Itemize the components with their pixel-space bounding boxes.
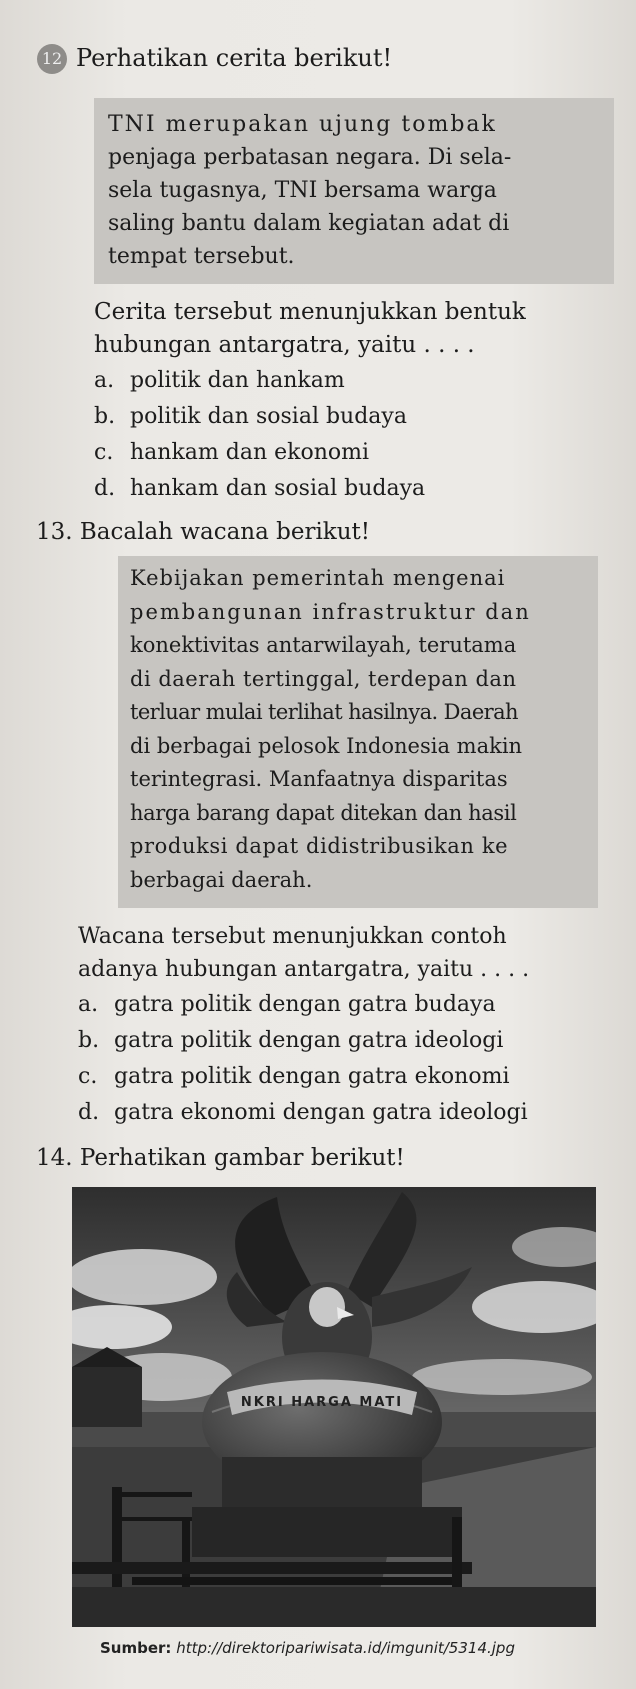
option-text: hankam dan sosial budaya: [130, 476, 426, 501]
stem-line: adanya hubungan antargatra, yaitu . . . .: [78, 957, 530, 982]
question-13-option-b[interactable]: [78, 1026, 503, 1056]
option-label: c.: [78, 1064, 98, 1089]
passage-line: harga barang dapat ditekan dan hasil: [130, 800, 517, 825]
source-url[interactable]: http://direktoripariwisata.id/imgunit/5314.jpg: [176, 1639, 515, 1657]
stem-line: hubungan antargatra, yaitu . . . .: [94, 332, 475, 358]
question-12-option-c[interactable]: [94, 438, 369, 468]
passage-line: saling bantu dalam kegiatan adat di: [108, 211, 510, 236]
passage-line: berbagai daerah.: [130, 867, 313, 892]
question-13-passage-box: [118, 556, 598, 908]
option-label: d.: [94, 476, 116, 501]
question-12-passage-box: [94, 98, 614, 284]
question-13-option-a[interactable]: [78, 990, 496, 1020]
question-14-header: 14. Perhatikan gambar berikut!: [36, 1145, 405, 1171]
passage-line: Kebijakan pemerintah mengenai: [130, 566, 506, 590]
question-13-stem: [78, 920, 529, 986]
option-label: a.: [78, 992, 99, 1017]
passage-line: di daerah tertinggal, terdepan dan: [130, 666, 517, 691]
passage-line: terluar mulai terlihat hasilnya. Daerah: [130, 700, 518, 724]
option-label: b.: [78, 1028, 100, 1053]
option-text: hankam dan ekonomi: [130, 440, 370, 465]
passage-line: konektivitas antarwilayah, terutama: [130, 633, 517, 657]
question-13-option-c[interactable]: [78, 1062, 509, 1092]
passage-line: sela tugasnya, TNI bersama warga: [108, 178, 497, 203]
question-12-stem: [94, 296, 526, 362]
option-text: politik dan hankam: [130, 368, 345, 393]
passage-line: di berbagai pelosok Indonesia makin: [130, 733, 523, 758]
option-label: b.: [94, 404, 116, 429]
passage-line: produksi dapat didistribusikan ke: [130, 834, 509, 858]
option-label: c.: [94, 440, 114, 465]
monument-banner-text: NKRI HARGA MATI: [240, 1395, 404, 1410]
stem-line: Wacana tersebut menunjukkan contoh: [78, 924, 507, 949]
option-label: a.: [94, 368, 115, 393]
question-13-option-d[interactable]: [78, 1098, 528, 1128]
monument-photo: [72, 1187, 596, 1627]
passage-line: penjaga perbatasan negara. Di sela-: [108, 145, 512, 170]
option-text: gatra politik dengan gatra ideologi: [114, 1028, 504, 1053]
question-13-header: 13. Bacalah wacana berikut!: [36, 519, 371, 545]
option-text: gatra politik dengan gatra ekonomi: [114, 1064, 510, 1089]
question-12-option-b[interactable]: [94, 402, 407, 432]
option-label: d.: [78, 1100, 100, 1125]
question-12-number-badge: 12: [37, 44, 67, 74]
question-12-option-a[interactable]: [94, 366, 345, 396]
image-source-caption: [100, 1639, 515, 1657]
passage-line: TNI merupakan ujung tombak: [108, 112, 497, 137]
stem-line: Cerita tersebut menunjukkan bentuk: [94, 299, 526, 325]
question-12-option-d[interactable]: [94, 474, 425, 504]
monument-photo-illustration: [72, 1187, 596, 1627]
question-12-header: Perhatikan cerita berikut!: [76, 44, 393, 72]
passage-line: terintegrasi. Manfaatnya disparitas: [130, 767, 508, 791]
option-text: gatra ekonomi dengan gatra ideologi: [114, 1100, 528, 1125]
source-label: Sumber:: [100, 1639, 172, 1657]
option-text: gatra politik dengan gatra budaya: [114, 992, 496, 1017]
option-text: politik dan sosial budaya: [130, 404, 407, 429]
passage-line: pembangunan infrastruktur dan: [130, 599, 531, 624]
passage-line: tempat tersebut.: [108, 244, 295, 269]
